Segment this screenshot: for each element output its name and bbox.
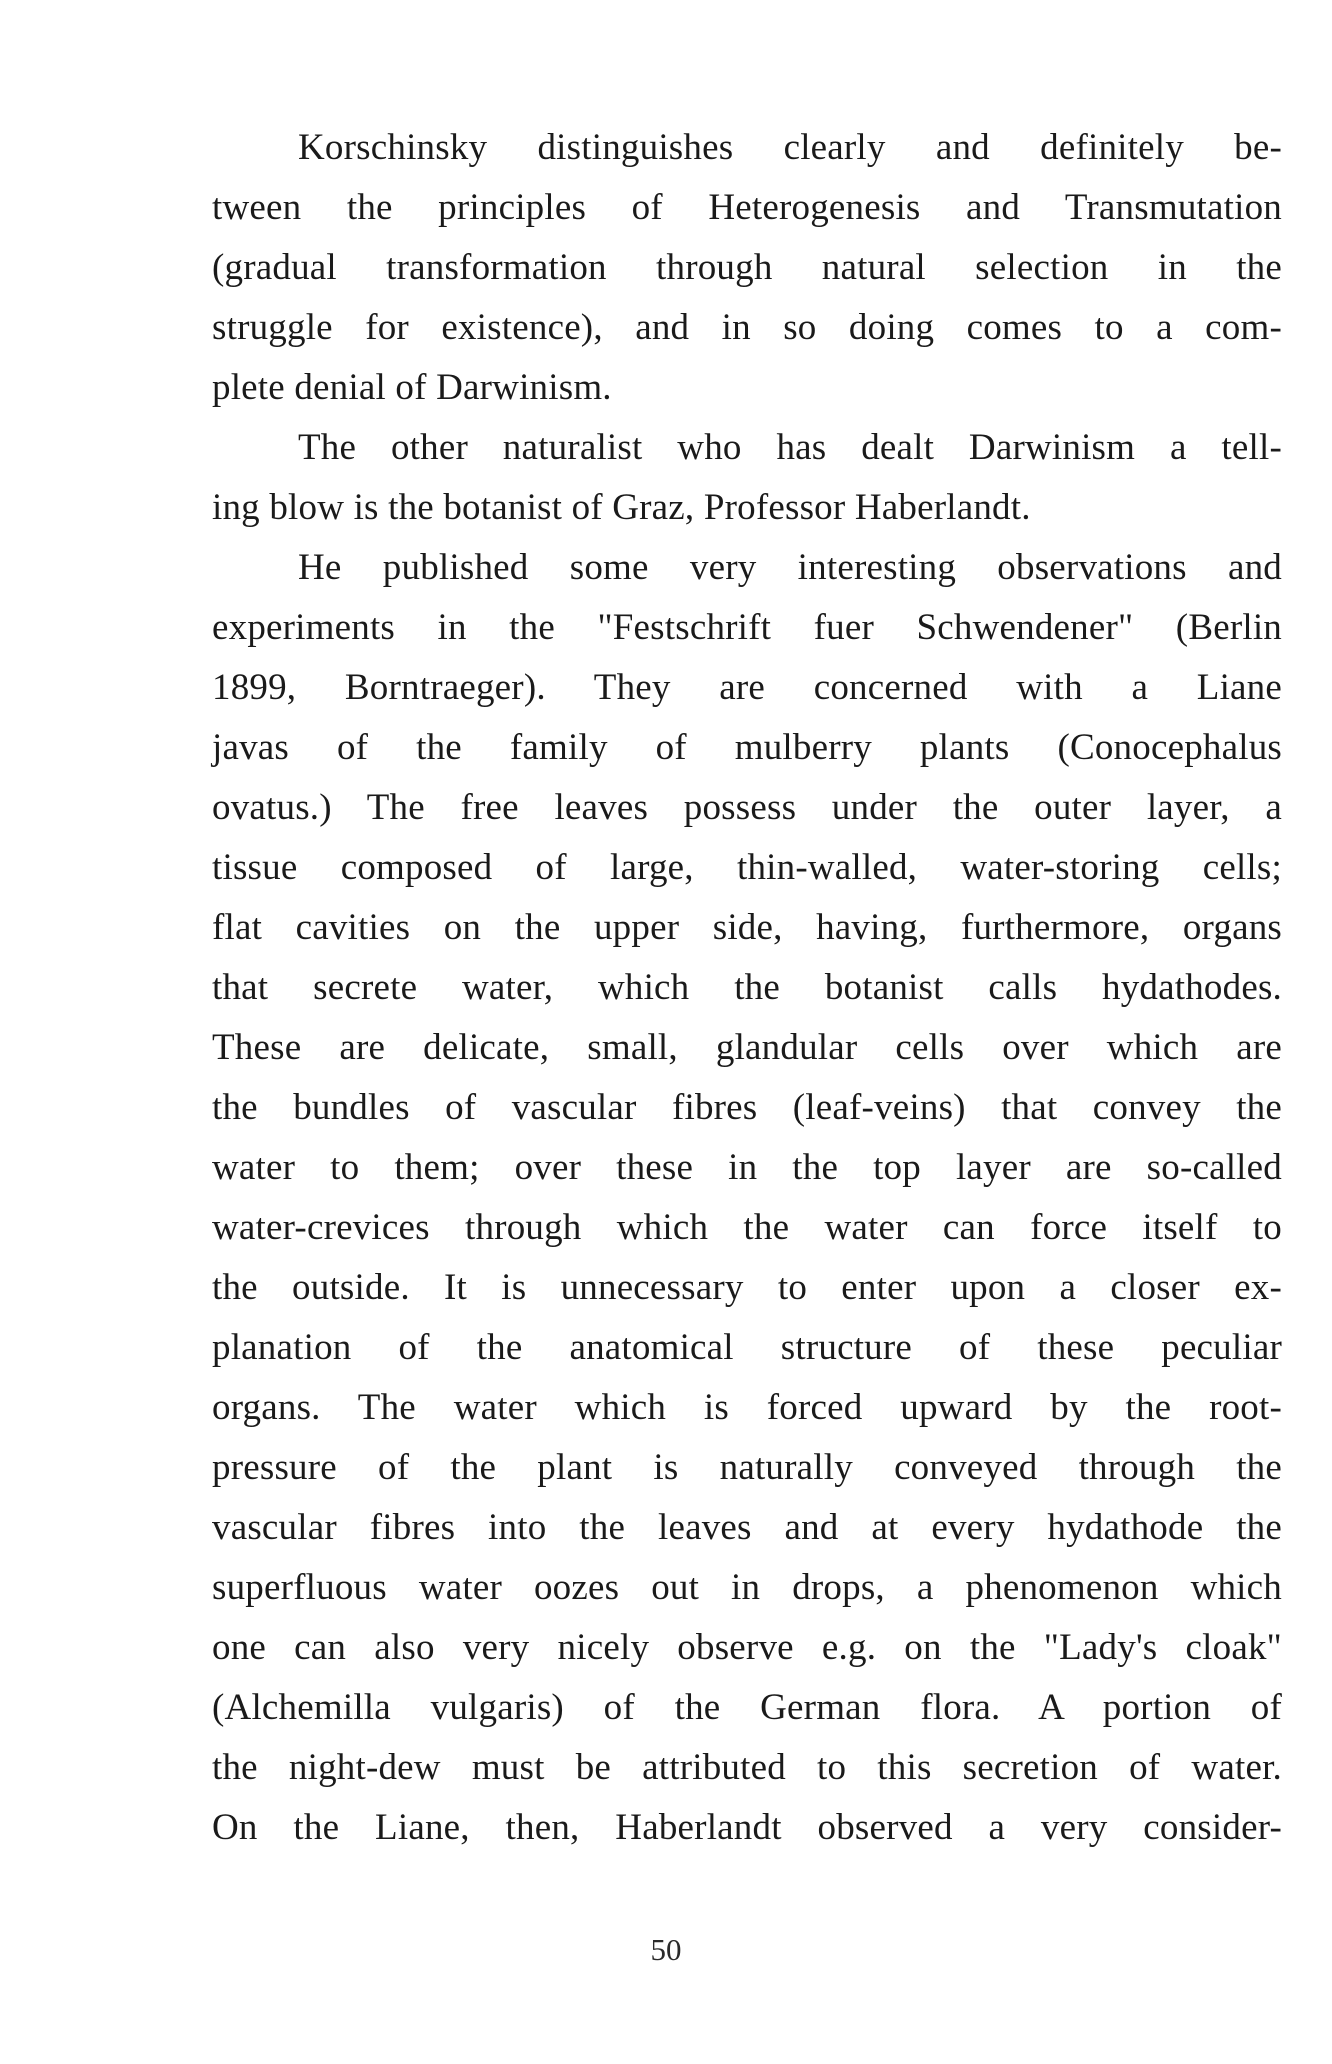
- text-line: the outside. It is unnecessary to enter upon a closer ex-: [212, 1267, 1282, 1308]
- page-number: 50: [650, 1932, 682, 1967]
- text-line: (Alchemilla vulgaris) of the German flora. A portion of: [212, 1687, 1282, 1728]
- text-line: one can also very nicely observe e.g. on the "Lady's cloak": [212, 1627, 1282, 1668]
- text-line: The other naturalist who has dealt Darwinism a tell-: [298, 427, 1282, 468]
- text-line: that secrete water, which the botanist calls hydathodes.: [212, 967, 1282, 1008]
- text-line: He published some very interesting observations and: [298, 547, 1282, 588]
- text-line: organs. The water which is forced upward by the root-: [212, 1387, 1282, 1428]
- text-line: These are delicate, small, glandular cells over which are: [212, 1027, 1282, 1068]
- body-text: [212, 118, 1282, 1858]
- text-line: vascular fibres into the leaves and at every hydathode the: [212, 1507, 1282, 1548]
- text-line: (gradual transformation through natural selection in the: [212, 247, 1282, 288]
- text-line: struggle for existence), and in so doing comes to a com-: [212, 307, 1282, 348]
- text-line: Korschinsky distinguishes clearly and definitely be-: [298, 127, 1282, 168]
- text-line: the bundles of vascular fibres (leaf-veins) that convey the: [212, 1087, 1282, 1128]
- text-line: pressure of the plant is naturally conveyed through the: [212, 1447, 1282, 1488]
- text-line: On the Liane, then, Haberlandt observed a very consider-: [212, 1807, 1282, 1848]
- text-line: flat cavities on the upper side, having, furthermore, organs: [212, 907, 1282, 948]
- text-line: experiments in the "Festschrift fuer Schwendener" (Berlin: [212, 607, 1282, 648]
- text-line: javas of the family of mulberry plants (Conocephalus: [212, 727, 1282, 768]
- text-line: water to them; over these in the top layer are so-called: [212, 1147, 1282, 1188]
- text-line: tween the principles of Heterogenesis and Transmutation: [212, 187, 1282, 228]
- text-line: tissue composed of large, thin-walled, water-storing cells;: [212, 847, 1282, 888]
- text-line: ovatus.) The free leaves possess under the outer layer, a: [212, 787, 1282, 828]
- text-line: planation of the anatomical structure of these peculiar: [212, 1327, 1282, 1368]
- text-line: 1899, Borntraeger). They are concerned with a Liane: [212, 667, 1282, 708]
- text-line: water-crevices through which the water can force itself to: [212, 1207, 1282, 1248]
- text-line: ing blow is the botanist of Graz, Professor Haberlandt.: [212, 487, 1031, 528]
- text-line: the night-dew must be attributed to this secretion of water.: [212, 1747, 1282, 1788]
- text-line: superfluous water oozes out in drops, a phenomenon which: [212, 1567, 1282, 1608]
- text-line: plete denial of Darwinism.: [212, 367, 612, 408]
